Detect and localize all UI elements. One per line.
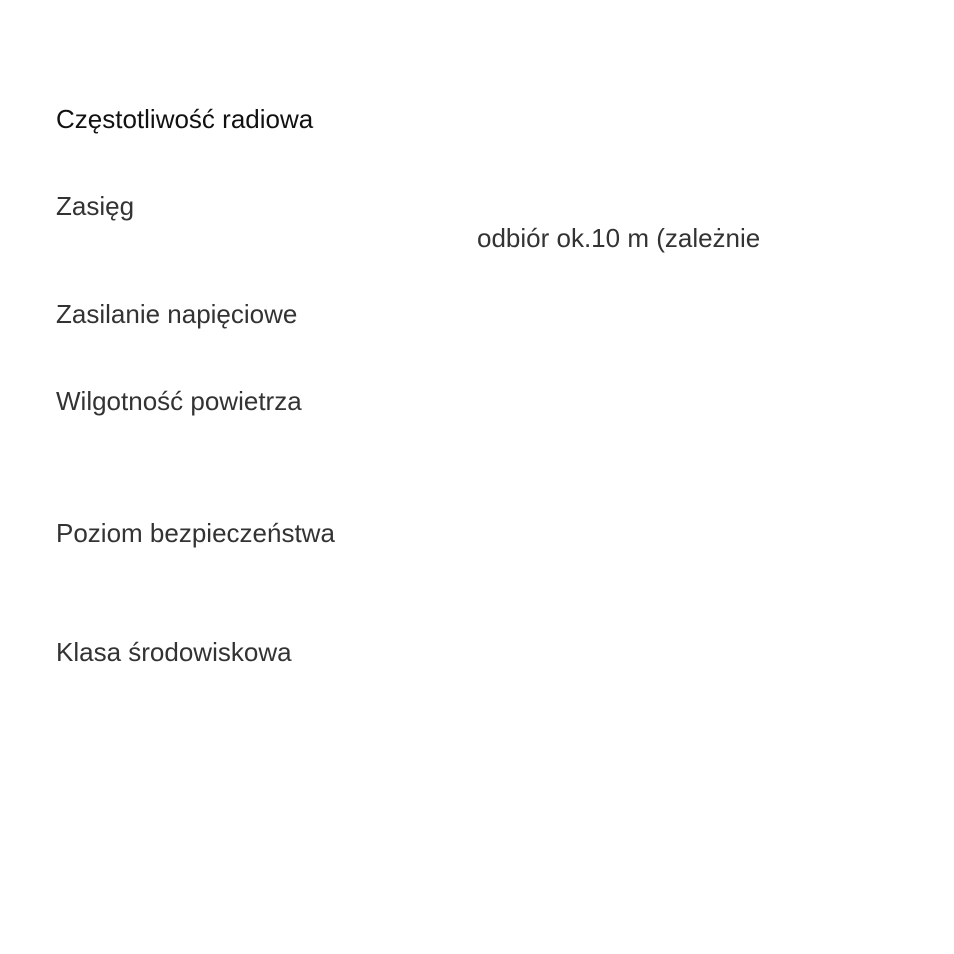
spec-label-safety: Poziom bezpieczeństwa: [56, 518, 335, 548]
spec-label-frequency: Częstotliwość radiowa: [56, 104, 314, 134]
spec-label-range: Zasięg: [56, 191, 135, 221]
spec-label-power: Zasilanie napięciowe: [56, 299, 298, 329]
spec-value-range: odbiór ok.10 m (zależnie: [477, 223, 761, 253]
spec-label-humidity: Wilgotność powietrza: [56, 386, 302, 416]
spec-label-environment: Klasa środowiskowa: [56, 637, 292, 667]
